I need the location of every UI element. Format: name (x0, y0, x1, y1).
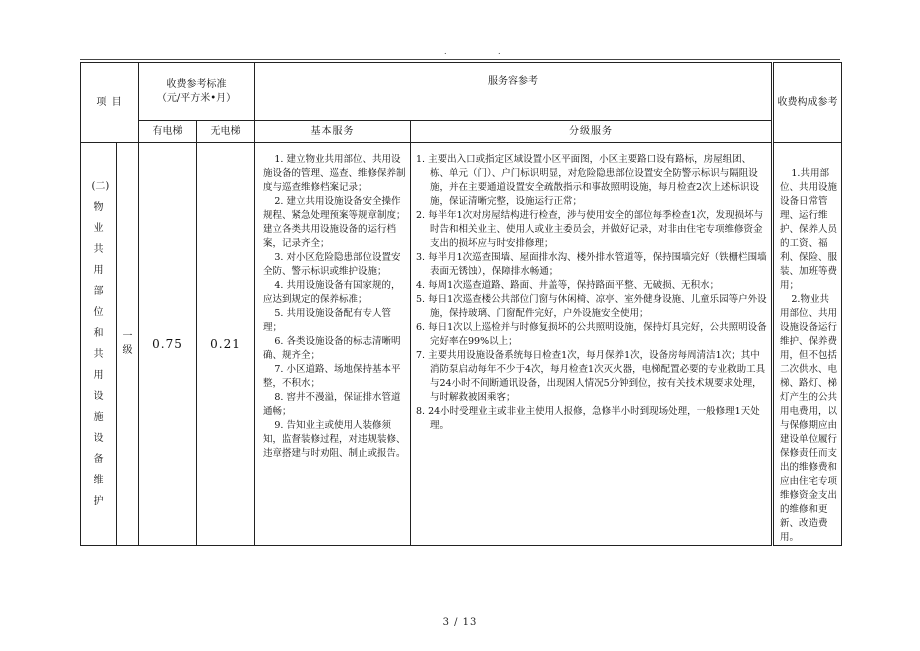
basic-item: 3. 对小区危险隐患部位设置安全防、警示标识或维护设施； (263, 252, 401, 277)
graded-item: 5. 每日1次巡查楼公共部位门窗与休闲椅、凉亭、室外健身设施、儿童乐园等户外设施，保持玻璃、门窗配件完好，户外设施安全使用； (416, 294, 767, 319)
price-with-elevator: 0.75 (139, 143, 197, 546)
basic-item: 2. 建立共用设施设备安全操作规程、紧急处理预案等规章制度；建立各类共用设施设备的运行档案，记录齐全； (263, 196, 406, 249)
category-label: (二)物业共用部位和共用设施设备维护 (91, 181, 110, 507)
with-elevator-header: 有电梯 (139, 121, 197, 143)
basic-item: 4. 共用设施设备有国家规的，应达到规定的保养标准； (263, 280, 401, 305)
basic-item: 8. 窖井不漫溢，保证排水管道通畅； (263, 392, 401, 417)
graded-item: 7. 主要共用设施设备系统每日检查1次，每月保养1次，设备房每周清洁1次；其中消防泵启动每年不少于4次，每月检查1次灭火器，电梯配置必要的专业救助工具与24小时不间断通讯设备，出现困人情况5分钟到位，按有关技术规要求处理，与时解救被困乘客； (416, 350, 766, 403)
fee-composition-cell (773, 143, 842, 546)
service-content-header: 服务容参考 (255, 63, 773, 121)
basic-item: 9. 告知业主或使用人装修须知，监督装修过程，对违规装修、违章搭建与时劝阻、制止或报告。 (263, 420, 406, 459)
project-header: 项 目 (81, 63, 139, 143)
header-row-1 (81, 63, 842, 121)
graded-item: 3. 每半月1次巡查围墙、屋面排水沟、楼外排水管道等，保持围墙完好（铁栅栏围墙表面无锈蚀），保障排水畅通； (416, 252, 767, 277)
header-row-2 (81, 121, 842, 143)
price-without-elevator: 0.21 (197, 143, 255, 546)
basic-service-header: 基本服务 (255, 121, 411, 143)
page-number: 3 / 13 (442, 617, 478, 628)
graded-item: 4. 每周1次巡查道路、路面、井盖等，保持路面平整、无破损、无积水； (416, 280, 720, 291)
header-rule (80, 59, 840, 60)
basic-service-cell (255, 143, 411, 546)
graded-service-header: 分级服务 (411, 121, 773, 143)
fee-standard-header (139, 63, 255, 121)
grade-cell (117, 143, 139, 546)
graded-item: 8. 24小时受理业主或非业主使用人报修，急修半小时到现场处理，一般修理1天处理。 (416, 406, 760, 431)
graded-item: 6. 每日1次以上巡检并与时修复损坏的公共照明设施，保持灯具完好，公共照明设备完好率在99%以上； (416, 322, 767, 347)
fee-composition-header: 收费构成参考 (773, 63, 842, 143)
service-row (81, 143, 842, 546)
graded-item: 2. 每半年1次对房屋结构进行检查，涉与使用安全的部位每季检查1次，发现损坏与时告和相关业主、使用人或业主委员会，并做好记录，对非由住宅专项维修资金支出的损坏应与时安排修理； (416, 210, 764, 249)
header-dot: . (498, 47, 501, 56)
fee-item: 1.共用部位、共用设施设备日常管理、运行维护、保养人员的工资、福利、保险、服装、加班等费用； (780, 168, 838, 291)
basic-item: 5. 共用设施设备配有专人管理； (263, 308, 391, 333)
graded-service-cell (411, 143, 773, 546)
without-elevator-header: 无电梯 (197, 121, 255, 143)
grade-label: 一级 (122, 331, 133, 356)
service-standard-table (80, 62, 842, 546)
basic-item: 7. 小区道路、场地保持基本平整，不积水； (263, 364, 401, 389)
category-cell (81, 143, 117, 546)
basic-item: 1. 建立物业共用部位、共用设施设备的管理、巡查、维修保养制度与巡查维修档案记录； (263, 154, 406, 193)
fee-standard-unit: （元/平方米•月） (156, 92, 237, 104)
graded-item: 1. 主要出入口或指定区域设置小区平面图，小区主要路口设有路标，房屋组团、栋、单元（门）、户门标识明显，对危险隐患部位设置安全防警示标识与隔阻设施，并在主要通道设置安全疏散指示和事故照明设施，每月检查2次上述标识设施，保证清晰完整，设施运行正常； (416, 154, 760, 207)
fee-item: 2.物业共用部位、共用设施设备运行维护、保养费用，但不包括二次供水、电梯、路灯、梯灯产生的公共用电费用，以与保修期应由建设单位履行保修责任而支出的维修费和应由住宅专项维修资金支出的维修和更新、改造费用。 (780, 294, 838, 543)
fee-standard-title: 收费参考标准 (166, 78, 227, 90)
basic-item: 6. 各类设施设备的标志清晰明确、规齐全； (263, 336, 401, 361)
header-dot: . (444, 47, 447, 56)
